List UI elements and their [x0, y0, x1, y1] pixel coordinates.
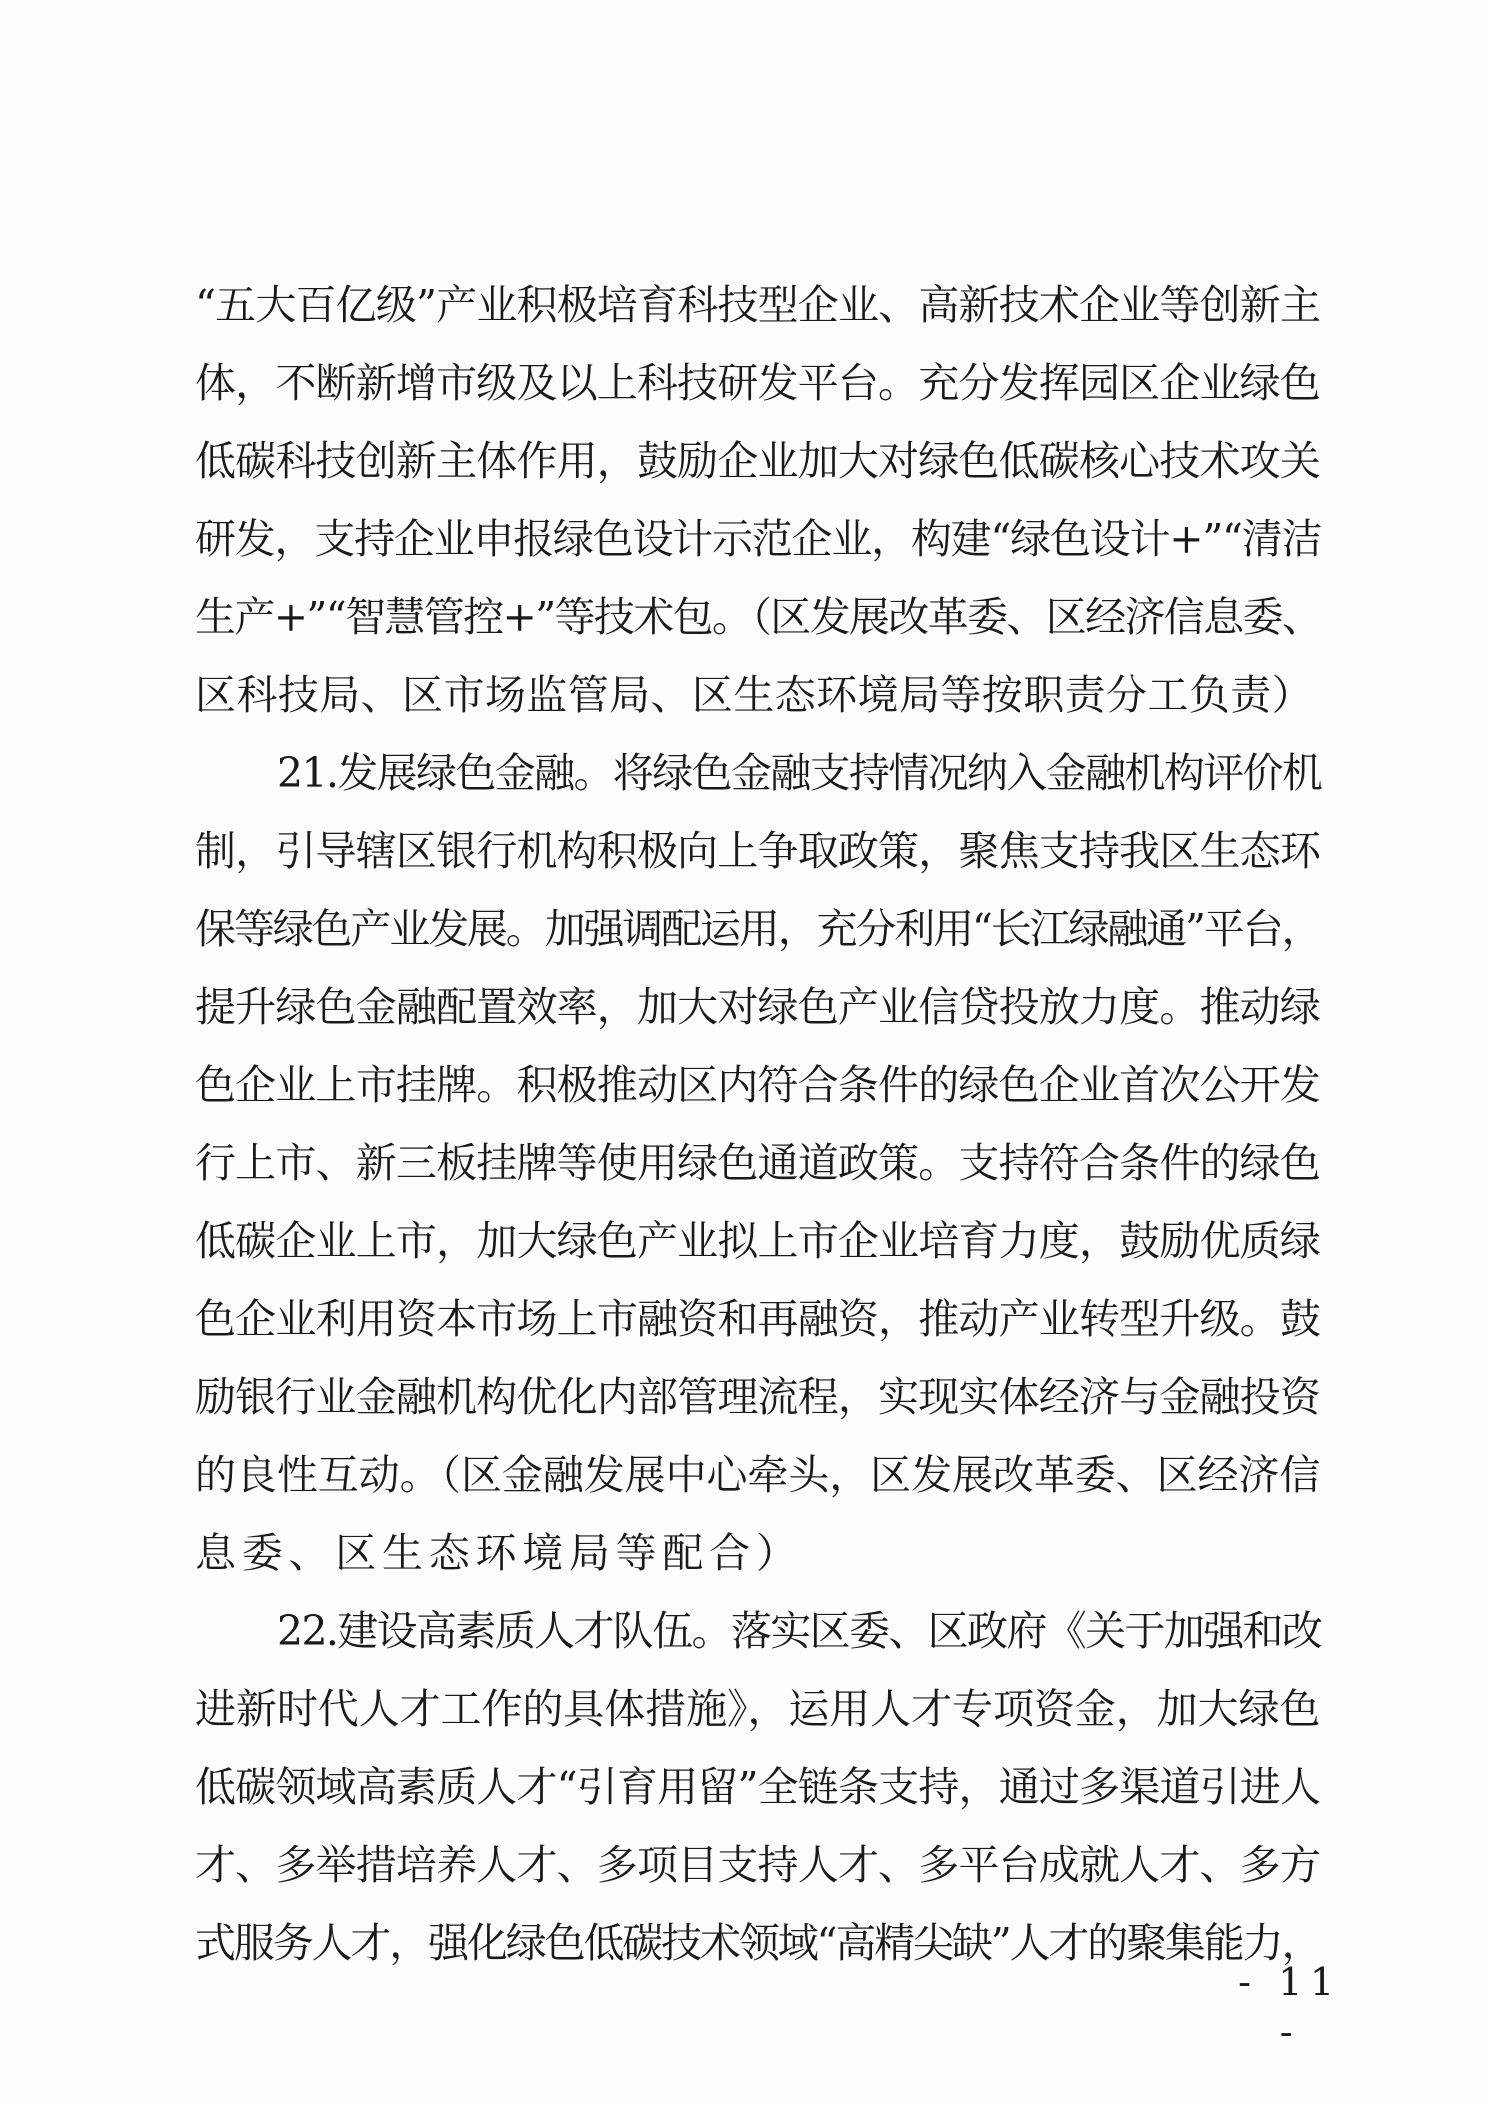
text-line: 低碳科技创新主体作用，鼓励企业加大对绿色低碳核心技术攻关 — [195, 437, 1321, 485]
text-line: 制，引导辖区银行机构积极向上争取政策，聚焦支持我区生态环 — [195, 827, 1321, 875]
text-line: 体，不断新增市级及以上科技研发平台。充分发挥园区企业绿色 — [195, 359, 1321, 407]
text-line: 低碳企业上市，加大绿色产业拟上市企业培育力度，鼓励优质绿 — [195, 1217, 1321, 1265]
text-line: 行上市、新三板挂牌等使用绿色通道政策。支持符合条件的绿色 — [195, 1139, 1321, 1187]
body-text — [195, 266, 1320, 1982]
text-line: 式服务人才，强化绿色低碳技术领域“高精尖缺”人才的聚集能力， — [195, 1919, 1320, 1967]
text-line: 22.建设高素质人才队伍。落实区委、区政府《关于加强和改 — [277, 1607, 1322, 1655]
text-line: 才、多举措培养人才、多项目支持人才、多平台成就人才、多方 — [195, 1841, 1321, 1889]
text-line: 生产+”“智慧管控+”等技术包。（区发展改革委、区经济信息委、 — [195, 593, 1322, 641]
text-line: 低碳领域高素质人才“引育用留”全链条支持，通过多渠道引进人 — [195, 1763, 1321, 1811]
text-line: “五大百亿级”产业积极培育科技型企业、高新技术企业等创新主 — [195, 281, 1321, 329]
text-line: 息委、区生态环境局等配合） — [195, 1529, 803, 1577]
text-line: 提升绿色金融配置效率，加大对绿色产业信贷投放力度。推动绿 — [195, 983, 1321, 1031]
text-line: 色企业上市挂牌。积极推动区内符合条件的绿色企业首次公开发 — [195, 1061, 1321, 1109]
text-line: 励银行业金融机构优化内部管理流程，实现实体经济与金融投资 — [195, 1373, 1321, 1421]
text-line: 色企业利用资本市场上市融资和再融资，推动产业转型升级。鼓 — [195, 1295, 1321, 1343]
text-line: 进新时代人才工作的具体措施》，运用人才专项资金，加大绿色 — [195, 1685, 1320, 1733]
text-line: 区科技局、区市场监管局、区生态环境局等按职责分工负责） — [195, 671, 1314, 719]
text-line: 保等绿色产业发展。加强调配运用，充分利用“长江绿融通”平台， — [195, 905, 1320, 953]
text-line: 21.发展绿色金融。将绿色金融支持情况纳入金融机构评价机 — [277, 749, 1322, 797]
page-number: - 11 - — [1238, 1960, 1342, 2054]
text-line: 的良性互动。（区金融发展中心牵头，区发展改革委、区经济信 — [195, 1451, 1320, 1499]
text-line: 研发，支持企业申报绿色设计示范企业，构建“绿色设计+”“清洁 — [195, 515, 1322, 563]
